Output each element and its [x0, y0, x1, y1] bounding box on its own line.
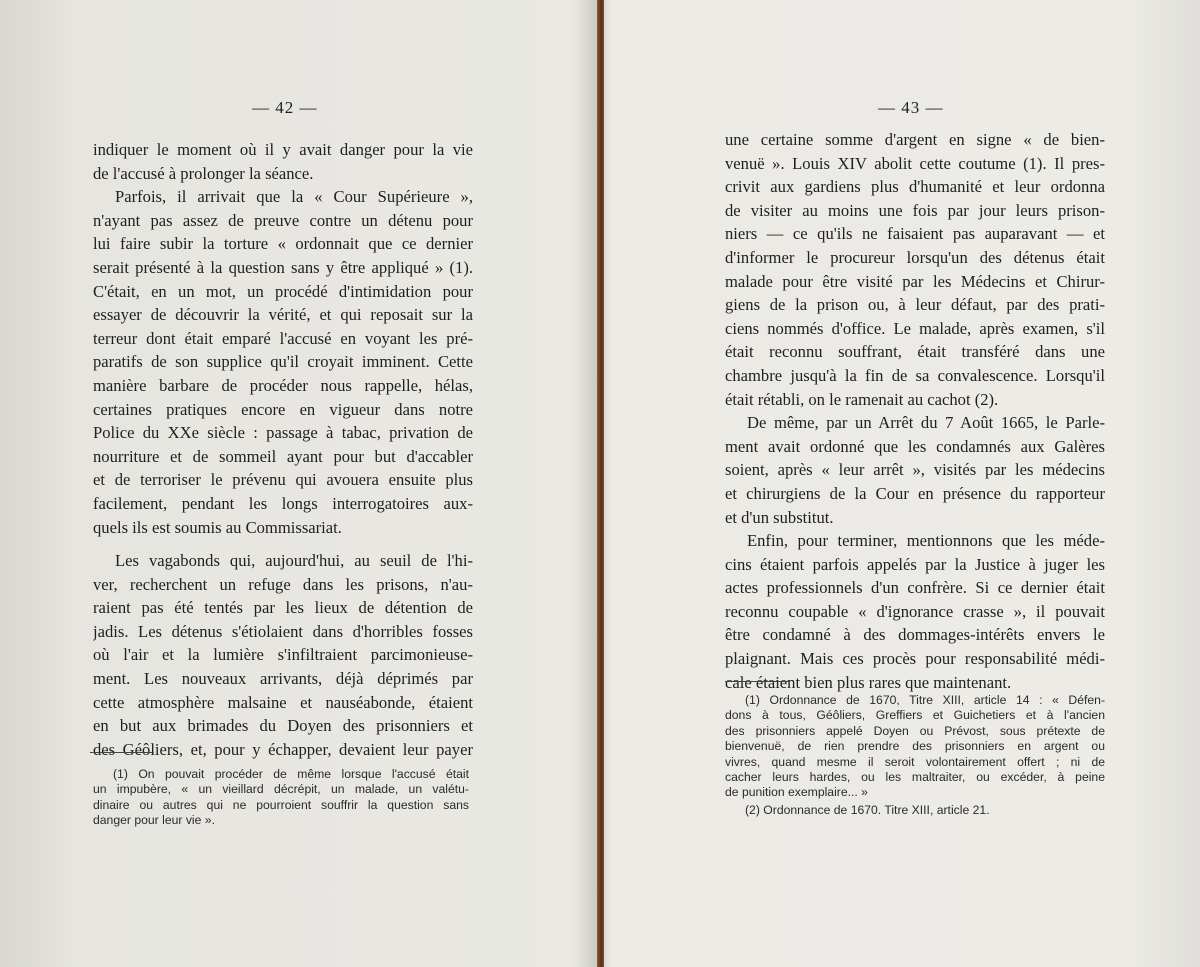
text-line: Enfin, pour terminer, mentionnons que les méde-	[747, 531, 1105, 551]
footnote-line: un impubère, « un vieillard décrépit, un malade, un valétu-	[93, 782, 469, 797]
right-text-block	[725, 128, 1105, 694]
footnote-rule-right	[725, 681, 789, 682]
footnote-left	[93, 767, 469, 829]
text-line: reconnu coupable « d'ignorance crasse », il pouvait	[725, 601, 1105, 621]
footnote-line: dinaire ou autres qui ne pourroient souffrir la question sans	[93, 797, 469, 812]
text-line: plaignant. Mais ces procès pour responsabilité médi-	[725, 649, 1105, 669]
text-line: des Géôliers, et, pour y échapper, devaient leur payer	[93, 739, 473, 759]
footnote-line: vivres, quand mesme il seroit volontairement offert ; ni de	[725, 754, 1105, 769]
text-line: et d'un substitut.	[725, 507, 834, 527]
footnote-line: des prisonniers appelé Doyen ou Prévost, sous prétexte de	[725, 723, 1105, 738]
page-number-right: — 43 —	[878, 98, 944, 117]
page-number-left: — 42 —	[252, 98, 318, 117]
text-line: crivit aux gardiens plus d'humanité et leur ordonna	[725, 177, 1105, 197]
text-line: manière barbare de procéder nous rappelle, hélas,	[93, 375, 473, 395]
gutter-shadow	[572, 0, 597, 967]
text-line: et chirurgiens de la Cour en présence du rapporteur	[725, 483, 1105, 503]
left-text-block-2	[93, 549, 473, 761]
text-line: de l'accusé à prolonger la séance.	[93, 163, 314, 183]
text-line: cale étaient bien plus rares que maintenant.	[725, 672, 1012, 692]
text-line: et de terroriser le prévenu qui avouera ensuite plus	[93, 470, 473, 490]
text-line: cins étaient parfois appelés par la Justice à juger les	[725, 554, 1105, 574]
footnote-line: bienvenuë, de rien prendre des prisonniers en argent ou	[725, 739, 1105, 754]
text-line: une certaine somme d'argent en signe « de bien-	[725, 130, 1105, 149]
text-line: terreur dont était emparé l'accusé en voyant les pré-	[93, 328, 473, 348]
text-line: quels ils est soumis au Commissariat.	[93, 517, 342, 537]
text-line: nourriture et de sommeil ayant pour but d'accabler	[93, 446, 473, 466]
text-line: ment. Les nouveaux arrivants, déjà déprimés par	[93, 668, 473, 688]
footnote-line: (1) Ordonnance de 1670, Titre XIII, article 14 : « Défen-	[745, 693, 1105, 707]
text-line: de visiter au moins une fois par jour leurs prison-	[725, 200, 1105, 220]
text-line: niers — ce qu'ils ne faisaient pas auparavant — et	[725, 224, 1105, 244]
text-line: giens de la prison ou, à leur défaut, par des prati-	[725, 295, 1105, 315]
footnote-line: cacher leurs hardes, ou les maltraiter, ou excéder, à peine	[725, 769, 1105, 784]
text-line: De même, par un Arrêt du 7 Août 1665, le Parle-	[747, 413, 1105, 433]
text-line: être condamné à des dommages-intérêts envers le	[725, 625, 1105, 645]
text-line: venuë ». Louis XIV abolit cette coutume (1). Il pres-	[725, 153, 1105, 173]
text-line: soient, après « leur arrêt », visités par les médecins	[725, 460, 1105, 480]
text-line: où l'air et la lumière s'infiltraient parcimonieuse-	[93, 645, 473, 665]
text-line: ment avait ordonné que les condamnés aux Galères	[725, 436, 1105, 456]
left-text-block-1	[93, 138, 473, 539]
text-line: était reconnu souffrant, était transféré dans une	[725, 342, 1105, 362]
text-line: certaines pratiques encore en vigueur dans notre	[93, 399, 473, 419]
text-line: actes professionnels d'un confrère. Si ce dernier était	[725, 578, 1105, 598]
text-line: en but aux brimades du Doyen des prisonniers et	[93, 716, 473, 736]
text-line: jadis. Les détenus s'étiolaient dans d'horribles fosses	[93, 621, 473, 641]
text-line: cette atmosphère malsaine et nauséabonde, étaient	[93, 692, 473, 712]
text-line: malade pour être visité par les Médecins et Chirur-	[725, 271, 1105, 291]
text-line: essayer de découvrir la vérité, et qui reposait sur la	[93, 305, 473, 325]
footnote-right-2	[725, 803, 1105, 818]
text-line: était rétabli, on le ramenait au cachot (2).	[725, 389, 999, 409]
footnote-line: danger pour leur vie ».	[93, 813, 215, 828]
book-gutter	[597, 0, 604, 967]
text-line: Parfois, il arrivait que la « Cour Supérieure »,	[115, 187, 473, 207]
text-line: paratifs de son supplice qu'il croyait imminent. Cette	[93, 352, 473, 372]
footnote-line: dons à tous, Géôliers, Greffiers et Guichetiers et à l'ancien	[725, 708, 1105, 723]
text-line: indiquer le moment où il y avait danger pour la vie	[93, 140, 473, 159]
text-line: ciens nommés d'office. Le malade, après examen, s'il	[725, 318, 1105, 338]
text-line: Les vagabonds qui, aujourd'hui, au seuil de l'hi-	[115, 551, 473, 570]
text-line: Police du XXe siècle : passage à tabac, privation de	[93, 423, 473, 443]
text-line: serait présenté à la question sans y être appliqué » (1).	[93, 257, 473, 277]
text-line: ver, recherchent un refuge dans les prisons, n'au-	[93, 574, 473, 594]
text-line: lui faire subir la torture « ordonnait que ce dernier	[93, 234, 473, 254]
text-line: n'ayant pas assez de preuve contre un détenu pour	[93, 210, 473, 230]
text-line: C'était, en un mot, un procédé d'intimidation pour	[93, 281, 473, 301]
text-line: chambre jusqu'à la fin de sa convalescence. Lorsqu'il	[725, 365, 1105, 385]
footnote-line: (2) Ordonnance de 1670. Titre XIII, article 21.	[745, 803, 990, 817]
text-line: facilement, pendant les longs interrogatoires aux-	[93, 493, 473, 513]
footnote-right-1	[725, 693, 1105, 801]
text-line: d'informer le procureur lorsqu'un des détenus était	[725, 247, 1105, 267]
footnote-line: (1) On pouvait procéder de même lorsque l'accusé était	[113, 767, 469, 781]
footnote-line: de punition exemplaire... »	[725, 785, 868, 800]
footnote-rule-left	[90, 752, 154, 753]
text-line: raient pas été tentés par les lieux de détention de	[93, 598, 473, 618]
